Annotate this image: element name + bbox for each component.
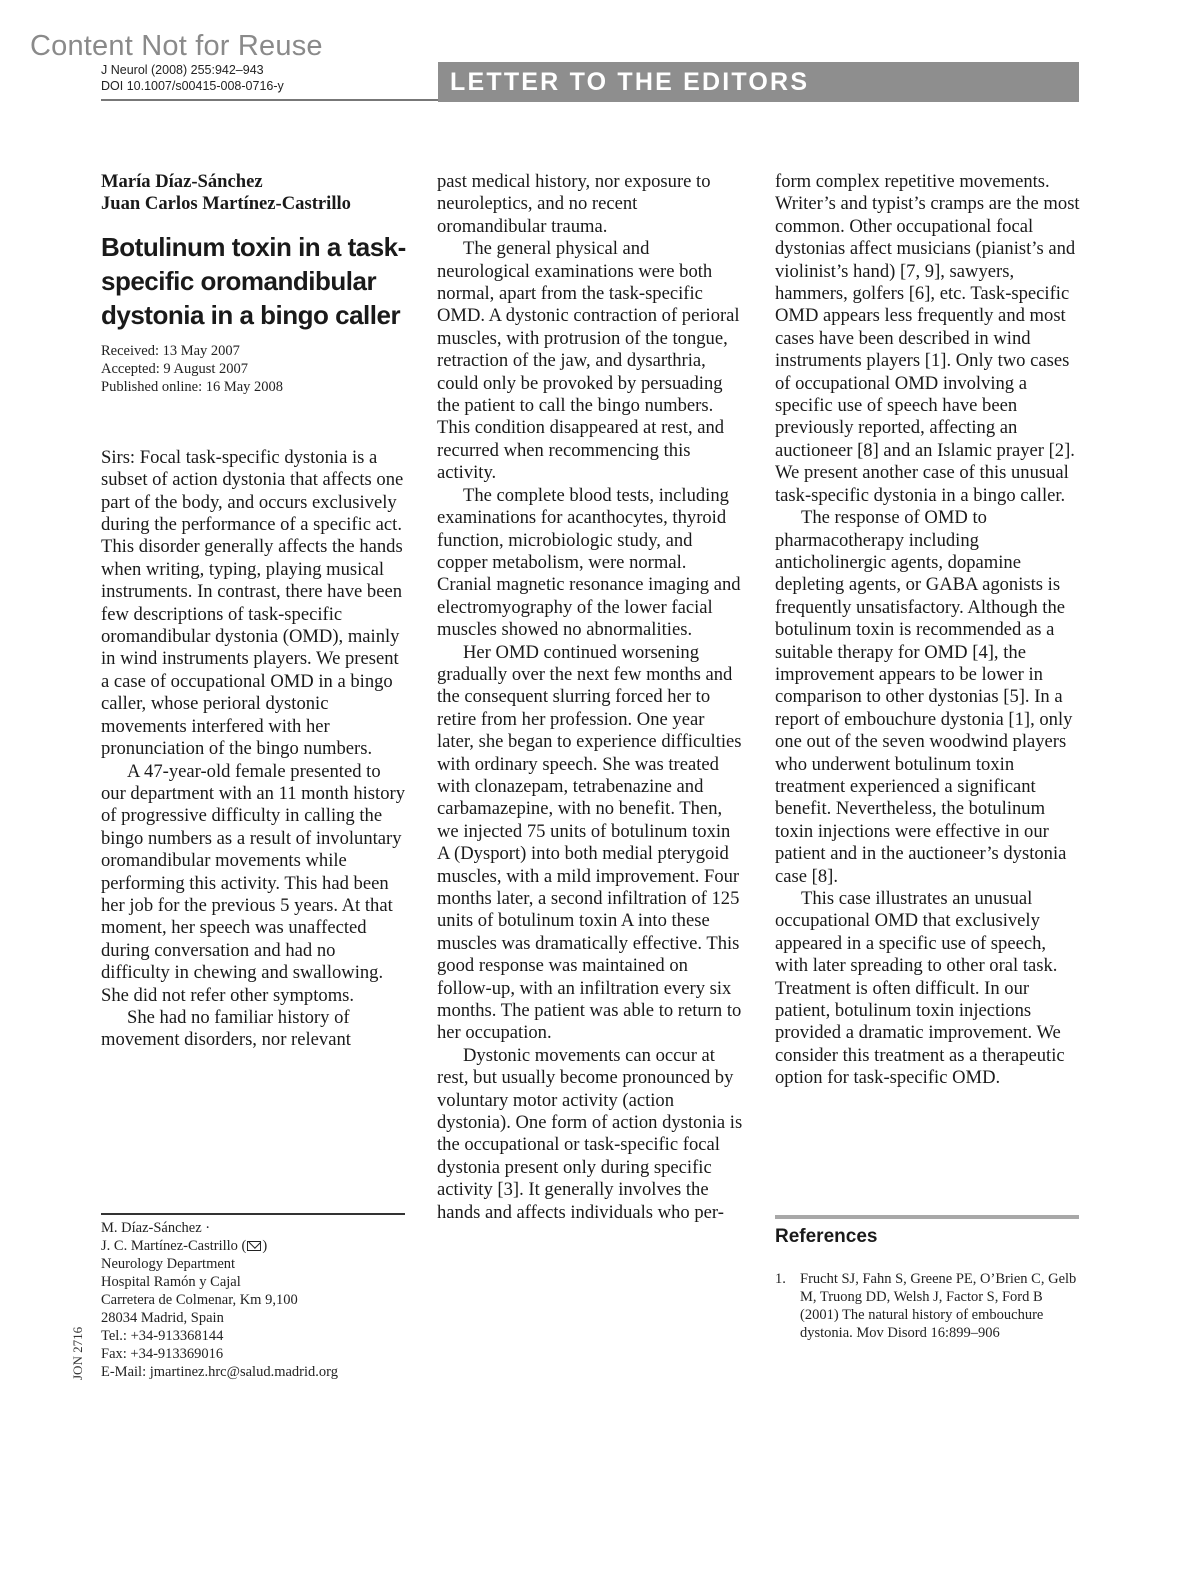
citation-line: J Neurol (2008) 255:942–943 bbox=[101, 63, 264, 77]
reference-item bbox=[775, 1270, 1080, 1342]
affiliation-line: 28034 Madrid, Spain bbox=[101, 1310, 224, 1326]
corresponding-author bbox=[101, 1237, 406, 1255]
references-rule bbox=[775, 1215, 1079, 1219]
affiliation-line: Neurology Department bbox=[101, 1256, 236, 1272]
body-paragraph: The general physical and neurological examinations were both normal, apart from the task-specific OMD. A dystonic contraction of perioral muscles, with protrusion of the tongue, retraction of the jaw, and dysarthria, could only be provoked by persuading the patient to call the bingo numbers. This condition disappeared at rest, and recurred when recommencing this activity. bbox=[437, 238, 740, 484]
title-line: Botulinum toxin in a task- bbox=[101, 231, 406, 262]
reference-number: 1. bbox=[775, 1271, 786, 1287]
body-paragraph: She had no familiar history of movement disorders, nor relevant bbox=[101, 1006, 351, 1051]
title-line: dystonia in a bingo caller bbox=[101, 299, 401, 330]
reference-text: Frucht SJ, Fahn S, Greene PE, O’Brien C, Gelb M, Truong DD, Welsh J, Factor S, Ford B (2001) The natural history of embouchure dystonia. Mov Disord 16:899–906 bbox=[800, 1271, 1077, 1341]
article-dates bbox=[101, 342, 406, 396]
body-paragraph: Sirs: Focal task-specific dystonia is a subset of action dystonia that affects one part of the body, and occurs exclusively during the performance of a specific act. This disorder generally affects the hands when writing, typing, playing musical instruments. In contrast, there have been few descriptions of task-specific oromandibular dystonia (OMD), mainly in wind instruments players. We present a case of occupational OMD in a bingo caller, whose perioral dystonic movements interfered with her pronunciation of the bingo numbers. bbox=[101, 446, 404, 760]
received-date: Received: 13 May 2007 bbox=[101, 342, 240, 359]
envelope-icon bbox=[247, 1241, 261, 1251]
body-paragraph: The response of OMD to pharmacotherapy including anticholinergic agents, dopamine depleting agents, or GABA agonists is frequently unsatisfactory. Although the botulinum toxin is recommended as a suitable therapy for OMD [4], the improvement appears to be lower in comparison to other dystonias [5]. In a report of embouchure dystonia [1], only one out of the seven woodwind players who underwent botulinum toxin treatment experienced a significant benefit. Nevertheless, the botulinum toxin injections were effective in our patient and in the auctioneer’s dystonia case [8]. bbox=[775, 507, 1073, 887]
journal-citation bbox=[101, 62, 284, 94]
body-paragraph: Dystonic movements can occur at rest, but usually become pronounced by voluntary motor activity (action dystonia). One form of action dystonia is the occupational or task-specific focal dystonia present only during specific activity [3]. It generally involves the hands and affects individuals who per- bbox=[437, 1044, 743, 1223]
doi-line: DOI 10.1007/s00415-008-0716-y bbox=[101, 79, 284, 93]
published-date: Published online: 16 May 2008 bbox=[101, 378, 284, 395]
body-paragraph: Her OMD continued worsening gradually over the next few months and the consequent slurring forced her to retire from her profession. One year later, she began to experience difficulties with ordinary speech. She was treated with clonazepam, tetrabenazine and carbamazepine, with no benefit. Then, we injected 75 units of botulinum toxin A (Dysport) into both medial pterygoid muscles, with a mild improvement. Four months later, a second infiltration of 125 units of botulinum toxin A into these muscles was dramatically effective. This good response was maintained on follow-up, with an infiltration every six months. The patient was able to return to her occupation. bbox=[437, 641, 742, 1044]
article-title bbox=[101, 230, 406, 332]
phone-number: Tel.: +34-913368144 bbox=[101, 1328, 224, 1344]
references-list bbox=[775, 1270, 1080, 1342]
affiliation-line: M. Díaz-Sánchez · bbox=[101, 1220, 211, 1236]
body-paragraph: The complete blood tests, including examinations for acanthocytes, thyroid function, microbiologic study, and copper metabolism, were normal. Cranial magnetic resonance imaging and electromyography of the lower facial muscles showed no abnormalities. bbox=[437, 484, 741, 641]
column-middle bbox=[437, 171, 743, 1224]
affiliation-line: Hospital Ramón y Cajal bbox=[101, 1274, 241, 1290]
header-rule bbox=[101, 99, 438, 101]
author-name: Juan Carlos Martínez-Castrillo bbox=[101, 193, 351, 215]
column-left bbox=[101, 171, 406, 1052]
body-paragraph: past medical history, nor exposure to neuroleptics, and no recent oromandibular trauma. bbox=[437, 171, 711, 237]
watermark: Content Not for Reuse bbox=[30, 30, 323, 62]
affiliation-line: ) bbox=[262, 1238, 268, 1254]
body-paragraph: form complex repetitive movements. Writer’s and typist’s cramps are the most common. Other occupational focal dystonias affect musicians (pianist’s and violinist’s hand) [7, 9], sawyers, hammers, golfers [6], etc. Task-specific OMD appears less frequently and most cases have been described in wind instruments players [1]. Only two cases of occupational OMD involving a specific use of speech have been previously reported, affecting an auctioneer [8] and an Islamic prayer [2]. We present another case of this unusual task-specific dystonia in a bingo caller. bbox=[775, 171, 1080, 506]
body-paragraph: This case illustrates an unusual occupational OMD that exclusively appeared in a specific use of speech, with later spreading to other oral task. Treatment is often difficult. In our patient, botulinum toxin injections provided a dramatic improvement. We consider this treatment as a therapeutic option for task-specific OMD. bbox=[775, 888, 1065, 1089]
side-code: JON 2716 bbox=[70, 1326, 85, 1380]
author-name: María Díaz-Sánchez bbox=[101, 171, 263, 192]
fax-number: Fax: +34-913369016 bbox=[101, 1346, 224, 1362]
column-right bbox=[775, 171, 1080, 1090]
body-paragraph: A 47-year-old female presented to our department with an 11 month history of progressive difficulty in calling the bingo numbers as a result of involuntary oromandibular movements while performing this activity. This had been her job for the previous 5 years. At that moment, her speech was unaffected during conversation and had no difficulty in chewing and swallowing. She did not refer other symptoms. bbox=[101, 760, 405, 1006]
affiliation-line: J. C. Martínez-Castrillo ( bbox=[101, 1238, 247, 1254]
footnote-rule bbox=[101, 1213, 405, 1215]
accepted-date: Accepted: 9 August 2007 bbox=[101, 360, 248, 377]
title-line: specific oromandibular bbox=[101, 265, 377, 296]
references-heading: References bbox=[775, 1226, 878, 1247]
section-banner: LETTER TO THE EDITORS bbox=[438, 62, 1079, 102]
affiliation-line: Carretera de Colmenar, Km 9,100 bbox=[101, 1292, 298, 1308]
author-affiliation bbox=[101, 1219, 406, 1381]
email-address: E-Mail: jmartinez.hrc@salud.madrid.org bbox=[101, 1364, 338, 1380]
